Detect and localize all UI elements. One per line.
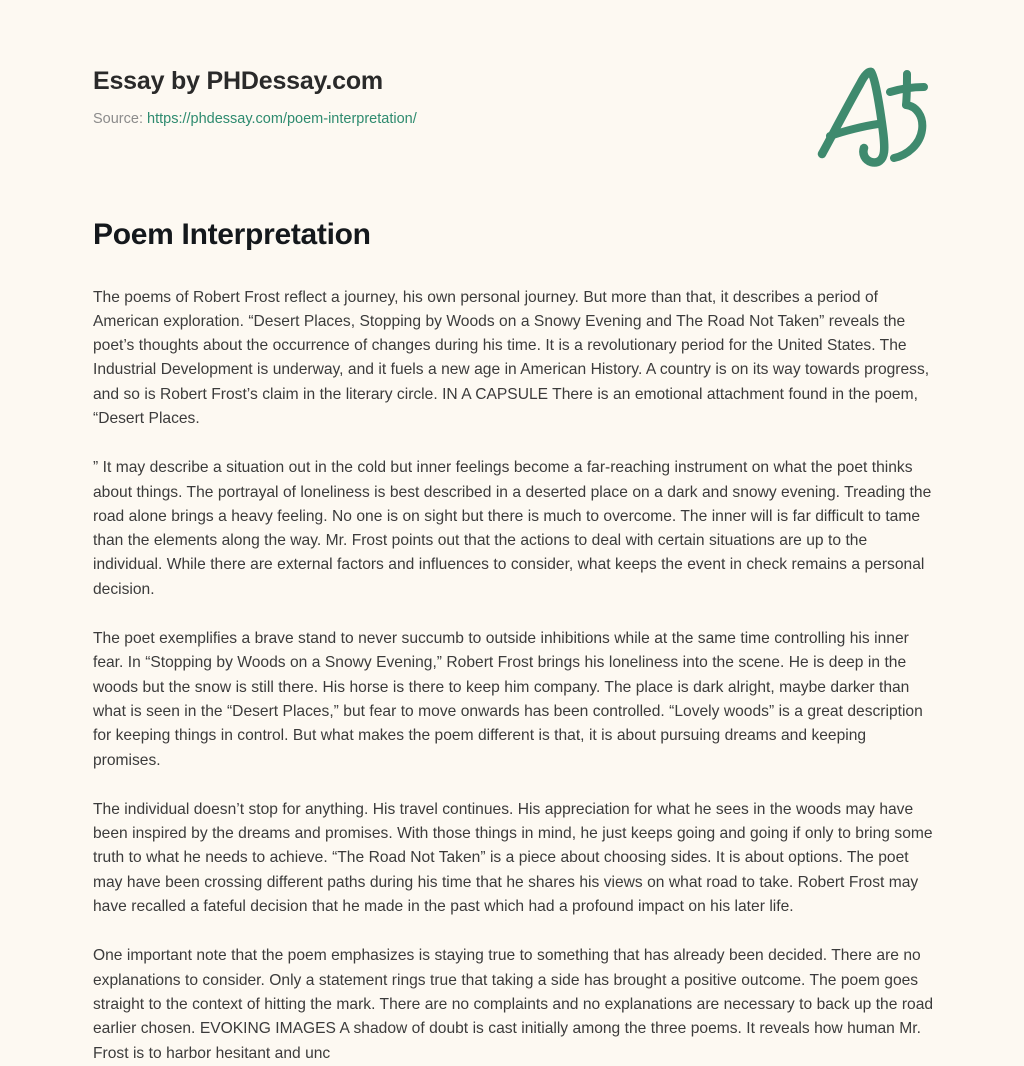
article-paragraph: The poet exemplifies a brave stand to never succumb to outside inhibitions while at the same time controlling his inner fear. In “Stopping by Woods on a Snowy Evening,” Robert Frost brings his loneliness into the scene. He is deep in the woods but the snow is still there. His horse is there to keep him company. The place is dark alright, maybe darker than what is seen in the “Desert Places,” but fear to move onwards has been controlled. “Lovely woods” is a great description for keeping things in control. But what makes the poem different is that, it is about pursuing dreams and keeping promises. xyxy=(93,630,923,769)
aplus-logo-icon xyxy=(808,58,938,173)
article-paragraph: ” It may describe a situation out in the cold but inner feelings become a far-reaching instrument on what the poet thinks about things. The portrayal of loneliness is best described in a deserted place on a dark and snowy evening. Treading the road alone brings a heavy feeling. No one is on sight but there is much to overcome. The inner will is far difficult to tame than the elements along the way. Mr. Frost points out that the actions to deal with certain situations are up to the individual. While there are external factors and influences to consider, what keeps the event in check remains a personal decision. xyxy=(93,459,932,598)
brand-block xyxy=(93,68,713,128)
article-body xyxy=(93,286,935,1066)
source-url-link[interactable]: https://phdessay.com/poem-interpretation/ xyxy=(147,110,417,127)
article-paragraph: The poems of Robert Frost reflect a journey, his own personal journey. But more than that, it describes a period of American exploration. “Desert Places, Stopping by Woods on a Snowy Evening and The Road Not Taken” reveals the poet’s thoughts about the occurrence of changes during his time. It is a revolutionary period for the United States. The Industrial Development is underway, and it fuels a new age in American History. A country is on its way towards progress, and so is Robert Frost’s claim in the literary circle. IN A CAPSULE There is an emotional attachment found in the poem, “Desert Places. xyxy=(93,288,930,427)
page-title: Poem Interpretation xyxy=(93,218,371,251)
article xyxy=(93,216,935,1066)
article-paragraph: One important note that the poem emphasizes is staying true to something that has already been decided. There are no explanations to consider. Only a statement rings true that taking a side has brought a positive outcome. The poem goes straight to the context of hitting the mark. There are no complaints and no explanations are necessary to back up the road earlier chosen. EVOKING IMAGES A shadow of doubt is cast initially among the three poems. It reveals how human Mr. Frost is to harbor hesitant and unc xyxy=(93,947,934,1062)
brand-title: Essay by PHDessay.com xyxy=(93,67,383,95)
source-label: Source: xyxy=(93,110,143,127)
article-paragraph: The individual doesn’t stop for anything. His travel continues. His appreciation for what he sees in the woods may have been inspired by the dreams and promises. With those things in mind, he just keeps going and going if only to bring some truth to what he needs to achieve. “The Road Not Taken” is a piece about choosing sides. It is about options. The poet may have been crossing different paths during his time that he shares his views on what road to take. Robert Frost may have recalled a fateful decision that he made in the past which had a profound impact on his later life. xyxy=(93,800,933,916)
aplus-logo xyxy=(808,58,938,173)
source-line xyxy=(93,111,713,128)
page-header xyxy=(0,0,1024,190)
